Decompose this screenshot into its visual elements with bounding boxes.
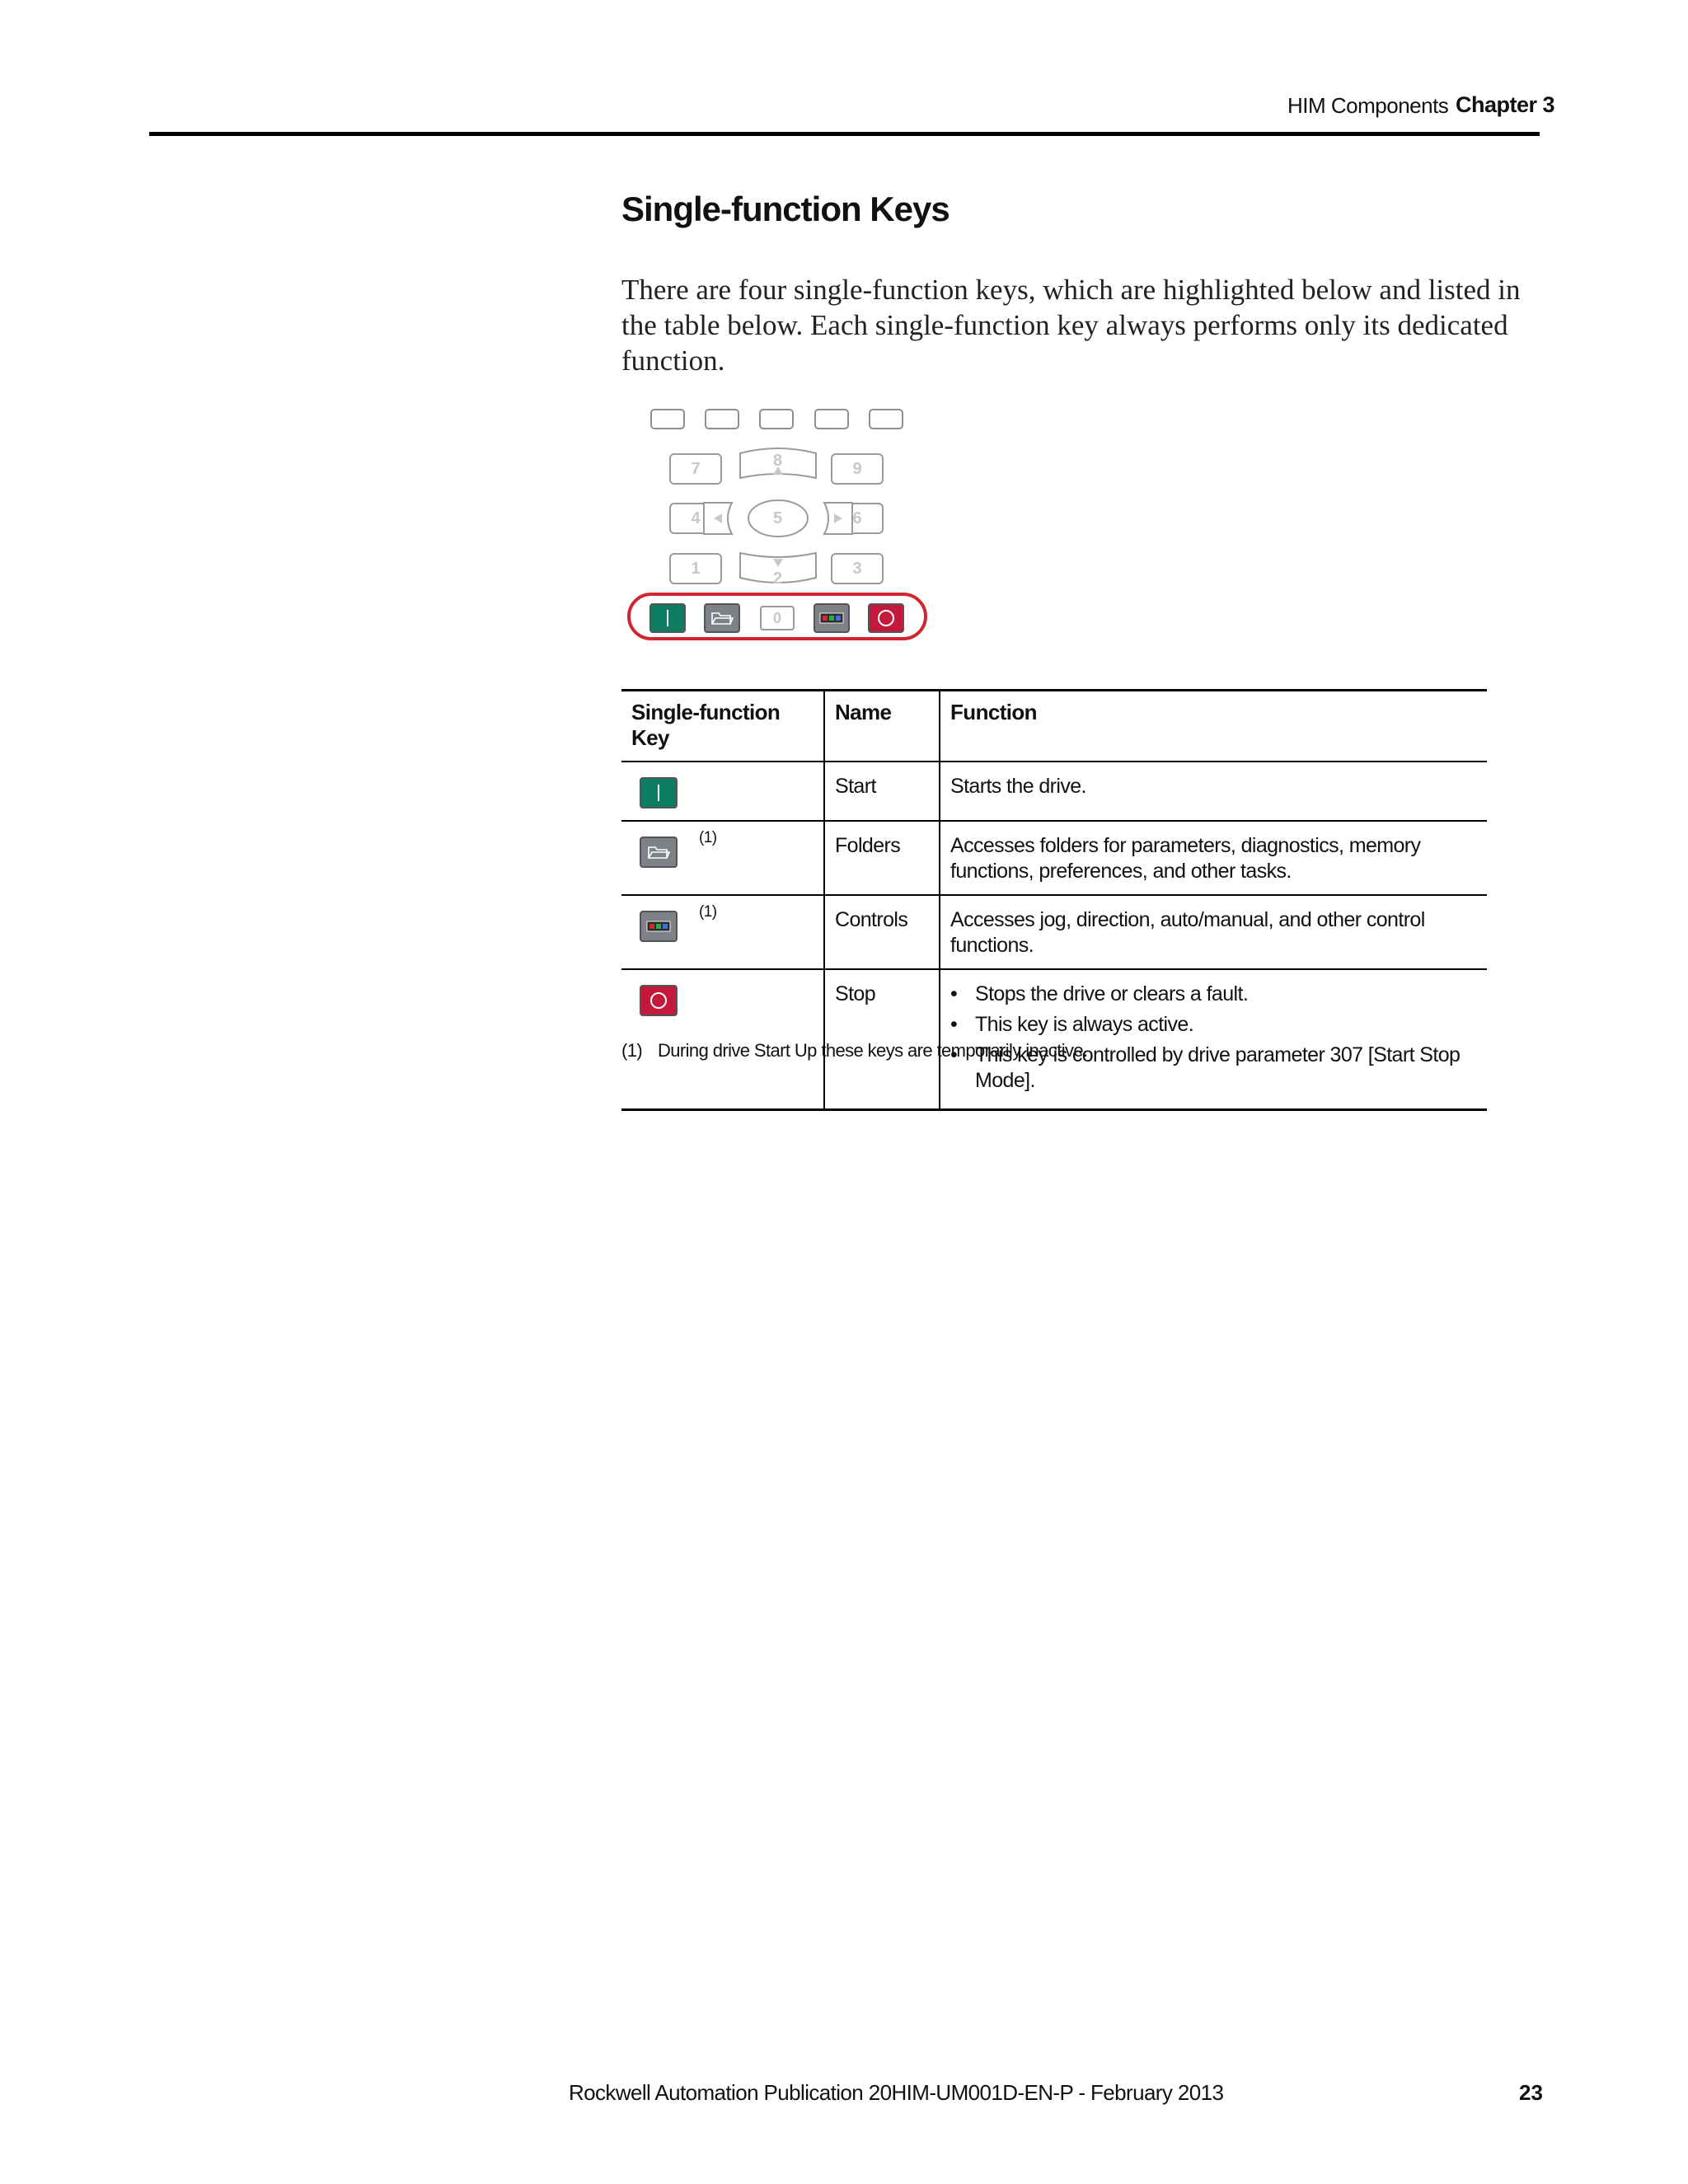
key-name: Folders <box>824 821 940 895</box>
stop-key-icon <box>868 603 904 633</box>
controls-key-icon <box>640 911 678 942</box>
table-header-row <box>621 691 1487 762</box>
footer-publication: Rockwell Automation Publication 20HIM-UM001D-EN-P - February 2013 <box>569 2080 1224 2105</box>
number-key-3: 3 <box>831 553 884 584</box>
keypad-figure <box>621 402 935 649</box>
intro-paragraph: There are four single-function keys, which are highlighted below and listed in the table below. Each single-function key always performs only its dedicated function. <box>621 274 1521 377</box>
number-key-5: 5 <box>773 509 783 527</box>
number-key-7: 7 <box>669 453 722 485</box>
key-cell <box>621 895 824 969</box>
list-item: • This key is controlled by drive parameter 307 [Start Stop Mode]. <box>950 1043 1477 1094</box>
controls-key-icon <box>814 603 850 633</box>
number-key-1: 1 <box>669 553 722 584</box>
column-header-key: Single-function Key <box>621 691 824 762</box>
section-title: Single-function Keys <box>621 190 950 228</box>
key-name: Start <box>824 762 940 821</box>
folders-key-icon <box>704 603 740 633</box>
key-cell <box>621 821 824 895</box>
header-rule <box>149 132 1540 136</box>
header-section-title: HIM Components <box>1287 93 1449 118</box>
start-key-icon <box>649 603 686 633</box>
table-footnote <box>621 1040 1088 1062</box>
number-key-2: 2 <box>773 569 783 588</box>
number-key-8: 8 <box>773 452 783 470</box>
key-cell <box>621 762 824 821</box>
list-item: • Stops the drive or clears a fault. <box>950 982 1477 1007</box>
footnote-reference: (1) <box>699 903 717 921</box>
number-key-0: 0 <box>760 606 795 630</box>
column-header-function: Function <box>940 691 1487 762</box>
number-key-9: 9 <box>831 453 884 485</box>
number-key-4: 4 <box>669 503 722 534</box>
table-row <box>621 821 1487 895</box>
folders-key-icon <box>640 837 678 868</box>
footnote-marker: (1) <box>621 1040 643 1061</box>
key-function: Starts the drive. <box>940 762 1487 821</box>
key-function: Accesses folders for parameters, diagnostics, memory functions, preferences, and other tasks. <box>940 821 1487 895</box>
key-function: Accesses jog, direction, auto/manual, and other control functions. <box>940 895 1487 969</box>
page-number: 23 <box>1519 2080 1543 2105</box>
table-row <box>621 895 1487 969</box>
number-key-6: 6 <box>831 503 884 534</box>
list-item: • This key is always active. <box>950 1012 1477 1038</box>
footnote-reference: (1) <box>699 829 717 846</box>
function-bullet-list <box>950 982 1477 1094</box>
footnote-text: During drive Start Up these keys are temporarily inactive. <box>658 1040 1088 1061</box>
column-header-name: Name <box>824 691 940 762</box>
stop-key-icon <box>640 985 678 1016</box>
start-key-icon <box>640 777 678 808</box>
table-row <box>621 762 1487 821</box>
header-chapter: Chapter 3 <box>1456 92 1555 117</box>
key-name: Controls <box>824 895 940 969</box>
key-name: Stop <box>824 969 940 1110</box>
